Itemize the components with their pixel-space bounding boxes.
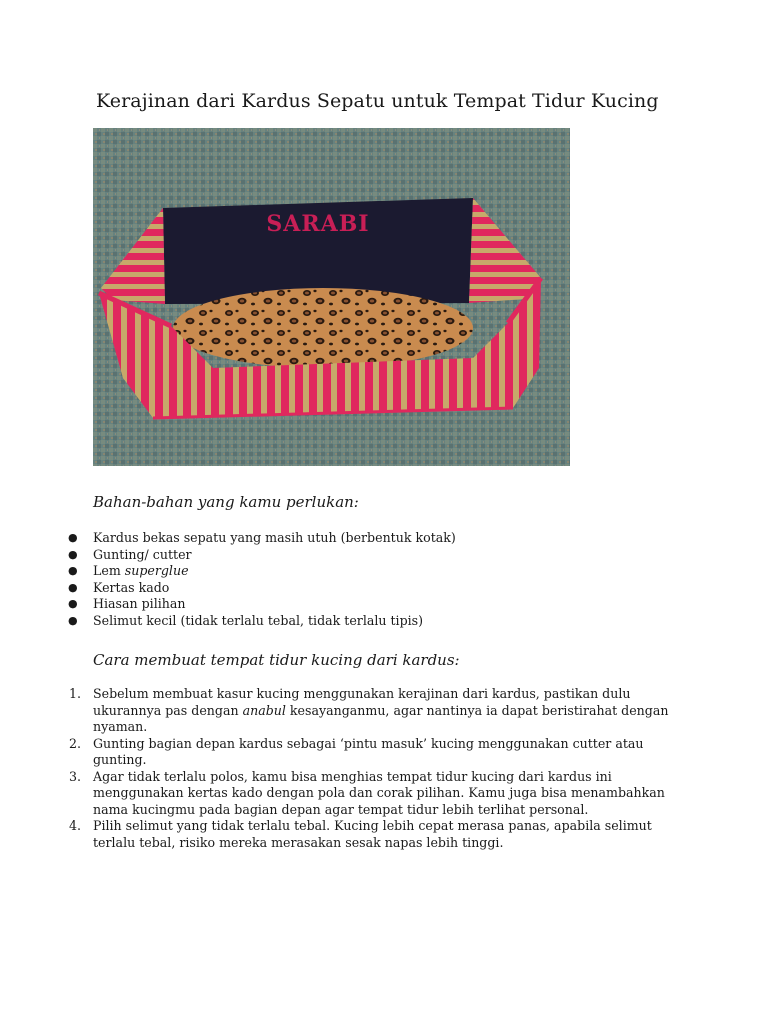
list-item: ● Kardus bekas sepatu yang masih utuh (berbentuk kotak) xyxy=(68,530,456,545)
list-item: ● Selimut kecil (tidak terlalu tebal, tidak terlalu tipis) xyxy=(68,612,424,628)
step-number: 3. xyxy=(69,768,82,784)
list-item: 2. Gunting bagian depan kardus sebagai ‘pintu masuk’ kucing menggunakan cutter atau gunting. xyxy=(69,735,644,767)
bullet-icon: ● xyxy=(68,580,78,594)
bullet-icon: ● xyxy=(68,547,78,561)
step-number: 4. xyxy=(69,818,82,833)
nameplate-text: SARABI xyxy=(266,211,370,237)
bullet-icon: ● xyxy=(68,613,78,627)
list-item: 3. Agar tidak terlalu polos, kamu bisa menghias tempat tidur kucing dari kardus ini menggunakan kertas kado dengan pola dan corak pilihan. Kamu juga bisa menambahkan nama kucingmu pada bagian depan agar tempat tidur lebih terlihat personal. xyxy=(69,768,665,817)
step-number: 2. xyxy=(69,735,82,751)
bullet-icon: ● xyxy=(68,597,78,610)
list-item: ● Gunting/ cutter xyxy=(68,546,192,562)
page-title: Kerajinan dari Kardus Sepatu untuk Tempat Tidur Kucing xyxy=(96,90,659,112)
cat-bed-photo xyxy=(93,128,570,466)
list-item: 4. Pilih selimut yang tidak terlalu tebal. Kucing lebih cepat merasa panas, apabila selimut terlalu tebal, risiko mereka merasakan sesak napas lebih tinggi. xyxy=(69,818,652,850)
steps-heading: Cara membuat tempat tidur kucing dari kardus: xyxy=(93,651,460,669)
list-item: ● Hiasan pilihan xyxy=(68,596,186,611)
steps-list xyxy=(69,686,673,851)
bullet-icon: ● xyxy=(68,564,78,577)
list-item: ● Lem superglue xyxy=(68,563,189,578)
materials-heading: Bahan-bahan yang kamu perlukan: xyxy=(93,493,359,511)
step-number: 1. xyxy=(69,686,82,701)
list-item: ● Kertas kado xyxy=(68,579,170,595)
bullet-icon: ● xyxy=(68,531,78,544)
list-item: 1. Sebelum membuat kasur kucing menggunakan kerajinan dari kardus, pastikan dulu ukurannya pas dengan anabul kesayanganmu, agar nantinya ia dapat beristirahat dengan nyaman. xyxy=(69,686,669,734)
materials-list xyxy=(68,530,713,629)
